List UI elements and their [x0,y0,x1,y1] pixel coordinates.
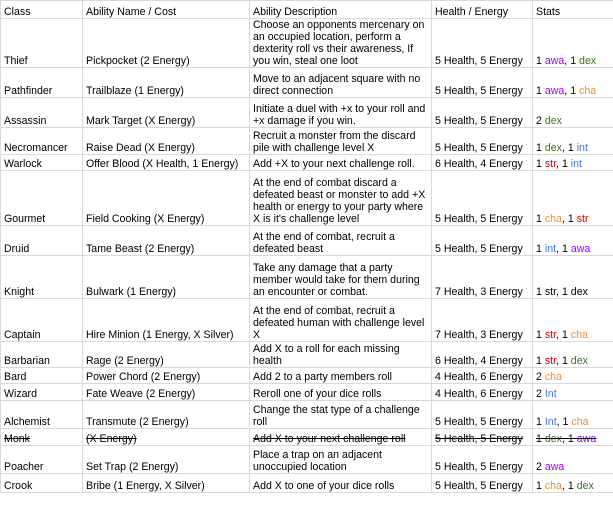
stat-value: 1 [536,243,542,255]
cell-description[interactable]: Choose an opponents mercenary on an occupied location, perform a dexterity roll vs their awareness, If you win, steal one loot [250,19,432,68]
cell-stats[interactable] [533,19,613,68]
cell-health-energy[interactable]: 5 Health, 5 Energy [432,401,533,429]
cell-class[interactable]: Crook [1,474,83,493]
cell-description[interactable]: At the end of combat, recruit a defeated human with challenge level X [250,299,432,342]
cell-ability[interactable]: Raise Dead (X Energy) [83,128,250,155]
stat-value: 1 [536,142,542,154]
stat-value: 1 [536,329,542,341]
cell-description[interactable]: Move to an adjacent square with no direct connection [250,68,432,98]
cell-stats[interactable] [533,128,613,155]
stat-type: int [544,243,557,255]
stat-type: dex [579,55,597,67]
stat-value: 1 [570,85,577,97]
cell-health-energy[interactable]: 7 Health, 3 Energy [432,256,533,299]
stat-type: awa [544,85,565,97]
cell-health-energy[interactable]: 5 Health, 5 Energy [432,446,533,474]
cell-stats[interactable] [533,155,613,171]
cell-ability[interactable]: Bulwark (1 Energy) [83,256,250,299]
stat-type: int [576,142,588,154]
cell-description[interactable]: Take any damage that a party member would take for them during an encounter or combat. [250,256,432,299]
table-row [1,446,613,474]
cell-description[interactable]: Place a trap on an adjacent unoccupied location [250,446,432,474]
stat-value: 1 [536,158,542,170]
cell-health-energy[interactable]: 4 Health, 6 Energy [432,384,533,401]
cell-class[interactable]: Barbarian [1,342,83,368]
cell-stats[interactable] [533,368,613,384]
stat-value: 1 [567,213,574,225]
stat-value: 1 [562,416,569,428]
stat-type: cha [544,371,562,383]
cell-health-energy[interactable]: 6 Health, 4 Energy [432,155,533,171]
cell-class[interactable]: Knight [1,256,83,299]
stat-type: dex [570,355,588,367]
cell-stats[interactable] [533,384,613,401]
stat-separator: , [556,416,563,428]
stat-type: dex [570,286,588,298]
cell-class[interactable]: Monk [1,429,83,446]
cell-class[interactable]: Necromancer [1,128,83,155]
stat-type: awa [544,55,565,67]
stat-type: awa [544,461,565,473]
table-row [1,401,613,429]
cell-ability[interactable]: Mark Target (X Energy) [83,98,250,128]
cell-ability[interactable]: Hire Minion (1 Energy, X Silver) [83,299,250,342]
stat-value: 1 [536,213,542,225]
stat-separator: , [556,158,562,170]
stat-value: 1 [561,286,568,298]
cell-health-energy[interactable]: 5 Health, 5 Energy [432,226,533,256]
cell-ability[interactable]: Offer Blood (X Health, 1 Energy) [83,155,250,171]
cell-description[interactable]: Initiate a duel with +x to your roll and +x damage if you win. [250,98,432,128]
stat-value: 1 [561,355,568,367]
stat-value: 1 [561,158,568,170]
table-row [1,19,613,68]
cell-description[interactable]: Add X to your next challenge roll [250,429,432,446]
stat-value: 2 [536,115,542,127]
cell-health-energy[interactable]: 5 Health, 5 Energy [432,474,533,493]
cell-description[interactable]: Add X to one of your dice rolls [250,474,432,493]
stat-type: cha [570,329,588,341]
table-row [1,256,613,299]
stat-type: cha [544,213,562,225]
cell-class[interactable]: Bard [1,368,83,384]
cell-health-energy[interactable]: 7 Health, 3 Energy [432,299,533,342]
stat-value: 2 [536,461,542,473]
header-health-energy[interactable]: Health / Energy [432,1,533,19]
cell-health-energy[interactable]: 5 Health, 5 Energy [432,128,533,155]
cell-health-energy[interactable]: 4 Health, 6 Energy [432,368,533,384]
cell-ability[interactable]: Trailblaze (1 Energy) [83,68,250,98]
header-row [1,1,613,19]
stat-type: cha [579,85,597,97]
cell-health-energy[interactable]: 5 Health, 5 Energy [432,171,533,226]
cell-stats[interactable] [533,226,613,256]
cell-stats[interactable] [533,256,613,299]
stat-value: 1 [536,286,542,298]
cell-description[interactable]: At the end of combat, recruit a defeated beast [250,226,432,256]
stat-value: 1 [567,480,574,492]
stat-separator: , [556,355,562,367]
stat-type: dex [544,433,562,445]
table-row [1,128,613,155]
cell-class[interactable]: Alchemist [1,401,83,429]
cell-class[interactable]: Gourmet [1,171,83,226]
cell-ability[interactable]: Fate Weave (2 Energy) [83,384,250,401]
cell-class[interactable]: Warlock [1,155,83,171]
stat-type: dex [544,142,562,154]
stat-separator: , [556,286,562,298]
stat-separator: , [561,213,568,225]
stat-value: 1 [536,416,542,428]
stat-type: cha [544,480,562,492]
table-row [1,171,613,226]
stat-separator: , [561,480,568,492]
table-row [1,299,613,342]
cell-health-energy[interactable]: 6 Health, 4 Energy [432,342,533,368]
table-row [1,429,613,446]
cell-ability[interactable]: Rage (2 Energy) [83,342,250,368]
cell-description[interactable]: At the end of combat discard a defeated beast or monster to add +X health or energy to your party where X is it's challenge level [250,171,432,226]
stat-value: 1 [536,433,542,445]
stat-value: 1 [536,85,542,97]
cell-description[interactable]: Add +X to your next challenge roll. [250,155,432,171]
cell-class[interactable]: Captain [1,299,83,342]
stat-value: 2 [536,388,542,400]
cell-stats[interactable] [533,342,613,368]
stat-value: 2 [536,371,542,383]
cell-health-energy[interactable]: 5 Health, 5 Energy [432,68,533,98]
cell-ability[interactable]: Power Chord (2 Energy) [83,368,250,384]
stat-separator: , [564,85,571,97]
header-stats[interactable]: Stats [533,1,613,19]
cell-description[interactable]: Add X to a roll for each missing health [250,342,432,368]
cell-ability[interactable]: Pickpocket (2 Energy) [83,19,250,68]
cell-class[interactable]: Assassin [1,98,83,128]
stat-value: 1 [536,55,542,67]
stat-type: Int [544,388,557,400]
cell-description[interactable]: Add 2 to a party members roll [250,368,432,384]
cell-ability[interactable]: Set Trap (2 Energy) [83,446,250,474]
cell-health-energy[interactable]: 5 Health, 5 Energy [432,98,533,128]
stat-type: cha [571,416,589,428]
stat-type: str [576,213,589,225]
table-row [1,68,613,98]
stat-separator: , [561,433,568,445]
table-row [1,226,613,256]
stat-separator: , [556,243,562,255]
cell-class[interactable]: Druid [1,226,83,256]
cell-description[interactable]: Change the stat type of a challenge roll [250,401,432,429]
stat-type: dex [544,115,562,127]
stat-type: dex [576,480,594,492]
stat-value: 1 [561,243,568,255]
stat-type: str [544,158,557,170]
cell-ability[interactable]: Field Cooking (X Energy) [83,171,250,226]
cell-class[interactable]: Wizard [1,384,83,401]
table-row [1,342,613,368]
cell-description[interactable]: Recruit a monster from the discard pile with challenge level X [250,128,432,155]
cell-stats[interactable] [533,171,613,226]
table-row [1,368,613,384]
cell-ability[interactable]: Bribe (1 Energy, X Silver) [83,474,250,493]
stat-type: awa [576,433,597,445]
cell-health-energy[interactable]: 5 Health, 5 Energy [432,19,533,68]
table-row [1,474,613,493]
table-row [1,98,613,128]
cell-ability[interactable]: Transmute (2 Energy) [83,401,250,429]
stat-type: str [544,329,557,341]
cell-health-energy[interactable]: 5 Health, 5 Energy [432,429,533,446]
stat-type: int [570,158,582,170]
cell-ability[interactable]: Tame Beast (2 Energy) [83,226,250,256]
cell-class[interactable]: Pathfinder [1,68,83,98]
stat-value: 1 [570,55,577,67]
cell-stats[interactable] [533,68,613,98]
stat-type: awa [570,243,591,255]
header-class[interactable]: Class [1,1,83,19]
table-row [1,384,613,401]
table-row [1,155,613,171]
cell-description[interactable]: Reroll one of your dice rolls [250,384,432,401]
cell-class[interactable]: Poacher [1,446,83,474]
stat-value: 1 [567,433,574,445]
stat-value: 1 [536,355,542,367]
stat-separator: , [556,329,562,341]
cell-stats[interactable] [533,98,613,128]
cell-stats[interactable] [533,299,613,342]
stat-value: 1 [536,480,542,492]
stat-type: Int [544,416,557,428]
cell-stats[interactable] [533,446,613,474]
stat-separator: , [561,142,568,154]
header-description[interactable]: Ability Description [250,1,432,19]
header-ability[interactable]: Ability Name / Cost [83,1,250,19]
cell-ability[interactable]: (X Energy) [83,429,250,446]
stat-value: 1 [567,142,574,154]
cell-stats[interactable] [533,474,613,493]
stat-value: 1 [561,329,568,341]
stat-type: str [544,286,557,298]
cell-class[interactable]: Thief [1,19,83,68]
cell-stats[interactable] [533,401,613,429]
stat-separator: , [564,55,571,67]
cell-stats[interactable] [533,429,613,446]
stat-type: str [544,355,557,367]
